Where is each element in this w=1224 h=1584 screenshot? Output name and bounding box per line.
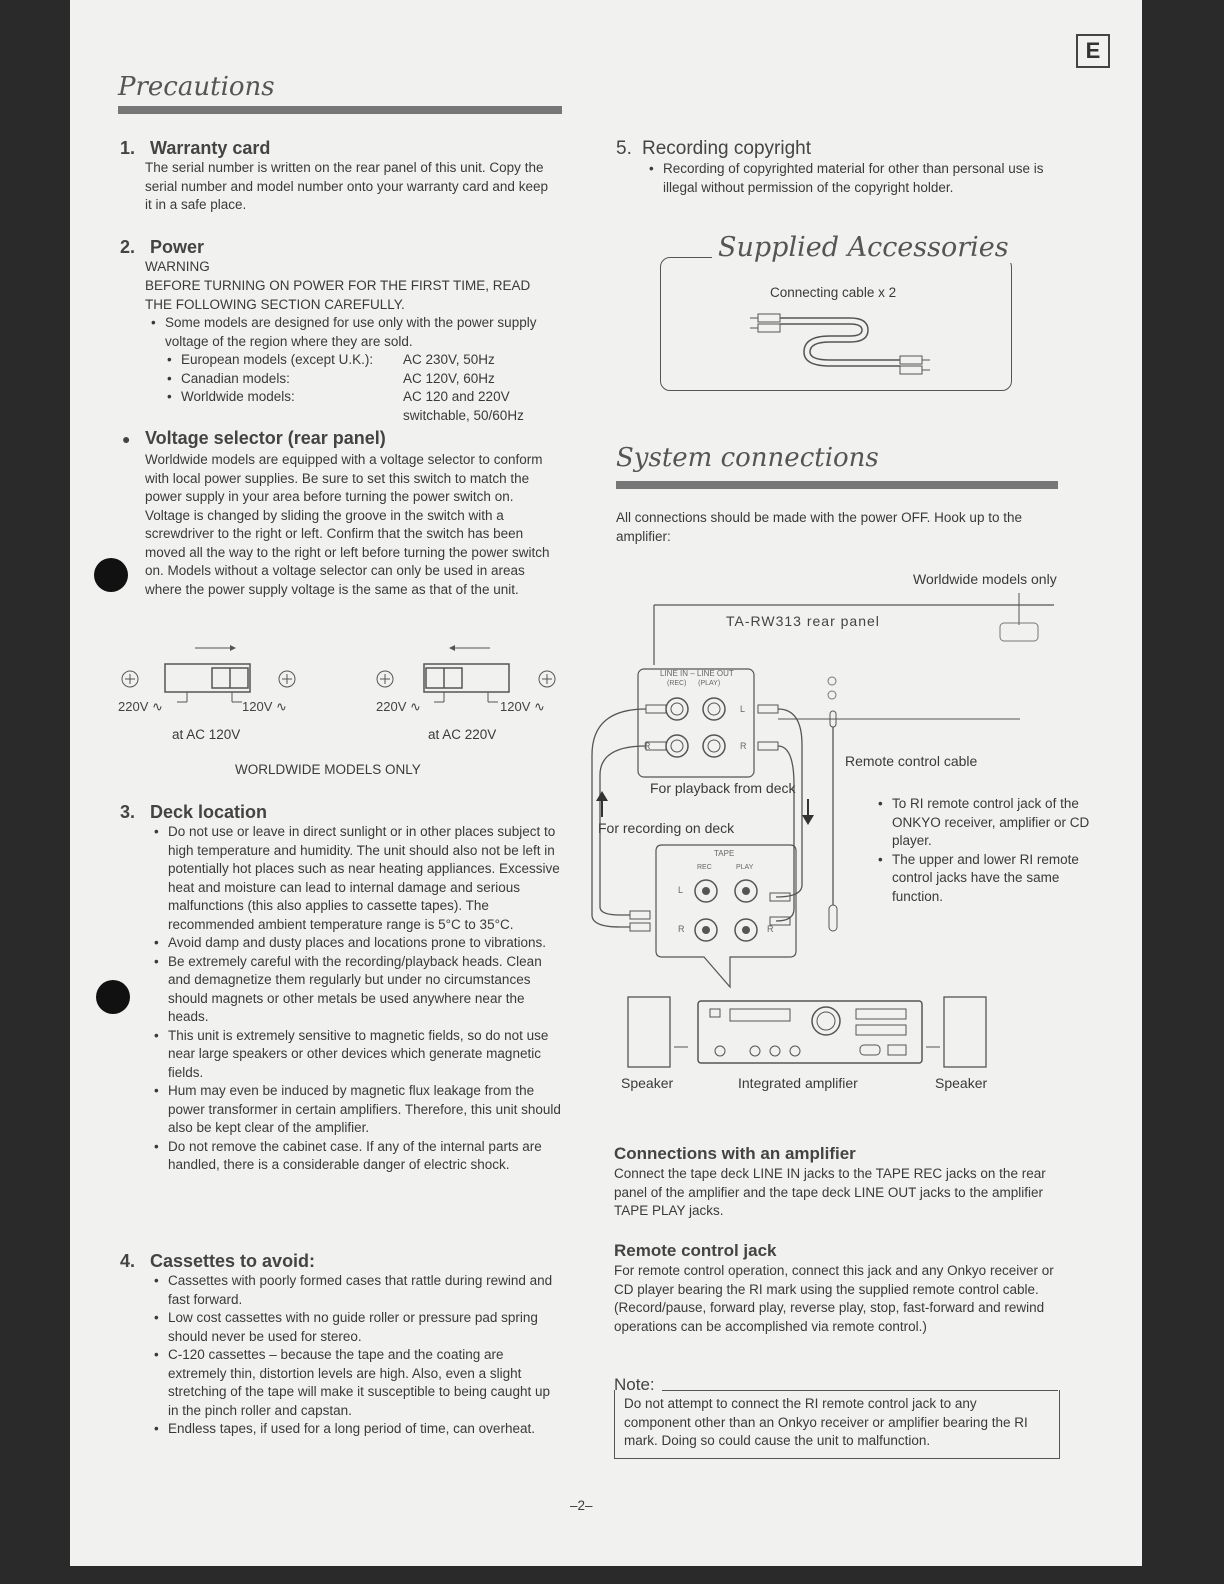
ri-notes <box>892 795 1112 906</box>
voltage-heading: ● Voltage selector (rear panel) <box>122 428 386 448</box>
list-item: • Low cost cassettes with no guide roller or pressure pad spring should never be used for stereo. <box>168 1309 563 1346</box>
model-row: • European models (except U.K.): AC 230V, 50Hz <box>181 351 565 370</box>
list-item: • This unit is extremely sensitive to magnetic fields, so do not use near large speakers or other devices which generate magnetic fields. <box>168 1027 563 1083</box>
label-120v-left: 120V ∿ <box>242 699 287 714</box>
deck-heading: 3. Deck location <box>120 802 268 822</box>
power-warning-text: BEFORE TURNING ON POWER FOR THE FIRST TIME, READ THE FOLLOWING SECTION CAREFULLY. <box>145 278 531 312</box>
list-item: • Hum may even be induced by magnetic flux leakage from the power transformer in certain amplifiers. Therefore, this unit should also be kept clear of the amplifier. <box>168 1082 563 1138</box>
label-120v-right: 120V ∿ <box>500 699 545 714</box>
note-text: Do not attempt to connect the RI remote control jack to any component other than an Onkyo receiver or amplifier bearing the RI mark. Doing so could cause the unit to malfunction. <box>624 1396 1028 1448</box>
worldwide-only-note: WORLDWIDE MODELS ONLY <box>235 762 421 777</box>
label-220v-left: 220V ∿ <box>118 699 163 714</box>
manual-page <box>70 0 1142 1566</box>
rear-panel-label: TA-RW313 rear panel <box>726 613 880 629</box>
power-models <box>165 351 565 425</box>
remote-text: For remote control operation, connect this jack and any Onkyo receiver or CD player bearing the RI mark using the supplied remote control cable. (Record/pause, forward play, reverse play, stop, fast-forward and rewind operations can be accomplished via remote control.) <box>614 1263 1054 1334</box>
list-item: • Do not use or leave in direct sunlight or in other places subject to high temperature and humidity. The unit should also not be left in potentially hot places such as near heating appliances. Excessive heat and moisture can lead to internal damage and serious malfunctions (this also applies to cassette tapes). The recommended ambient temperature range is 5°C to 35°C. <box>168 823 563 934</box>
list-item: • Be extremely careful with the recording/playback heads. Clean and demagnetize them regularly but under no circumstances should magnets or other metals be used anywhere near the heads. <box>168 953 563 1027</box>
recording-label: For recording on deck <box>598 820 735 836</box>
voltage-text: Worldwide models are equipped with a voltage selector to conform with local power supplies. Be sure to set this switch to match the power supply in your area before turning the power switch on. Voltage is changed by sliding the groove in the switch with a screwdriver to the right or left. Confirm that the switch has been moved all the way to the right or left before turning the power switch on. Models without a voltage selector can only be used in areas where the power supply voltage is the same as that of the unit. <box>145 452 550 597</box>
deck-bullets <box>148 823 563 1175</box>
power-warning: WARNING <box>145 259 210 274</box>
precautions-title: Precautions <box>118 72 275 102</box>
punch-hole <box>96 980 130 1014</box>
power-heading: 2. Power <box>120 237 205 257</box>
warranty-heading: 1. Warranty card <box>120 138 271 158</box>
list-item: • The upper and lower RI remote control jacks have the same function. <box>892 851 1112 907</box>
rec-play-label: (REC) (PLAY) <box>667 680 721 687</box>
connections-text: Connect the tape deck LINE IN jacks to the TAPE REC jacks on the rear panel of the amplifier and the tape deck LINE OUT jacks to the amplifier TAPE PLAY jacks. <box>614 1166 1046 1218</box>
speaker-right-label: Speaker <box>935 1075 988 1091</box>
label-220v-right: 220V ∿ <box>376 699 421 714</box>
line-in-out-label: LINE IN – LINE OUT <box>660 669 734 678</box>
punch-hole <box>94 558 128 592</box>
copyright-text: • Recording of copyrighted material for other than personal use is illegal without permission of the copyright holder. <box>650 160 1050 197</box>
list-item: • C-120 cassettes – because the tape and the coating are extremely thin, distortion levels are high. Also, even a slight stretching of the tape will make it susceptible to being caught up in the pinch roller and capstan. <box>168 1346 563 1420</box>
cassettes-bullets <box>148 1272 563 1439</box>
tape-r-label: R <box>678 924 685 934</box>
remote-heading: Remote control jack <box>614 1241 777 1260</box>
accessories-title: Supplied Accessories <box>712 232 1015 263</box>
note-heading: Note: <box>614 1375 655 1394</box>
page-number: –2– <box>570 1498 593 1513</box>
system-rule <box>616 481 1058 489</box>
system-title: System connections <box>616 443 879 473</box>
playback-label: For playback from deck <box>650 780 796 796</box>
warranty-text: The serial number is written on the rear panel of this unit. Copy the serial number and model number onto your warranty card and keep it in a safe place. <box>145 160 548 212</box>
rec-label: REC <box>697 864 712 871</box>
copyright-heading: 5. Recording copyright <box>616 138 811 159</box>
connections-heading: Connections with an amplifier <box>614 1144 856 1163</box>
model-row: • Canadian models: AC 120V, 60Hz <box>181 370 565 389</box>
list-item: • Endless tapes, if used for a long period of time, can overheat. <box>168 1420 563 1439</box>
play-label: PLAY <box>736 864 754 871</box>
precautions-rule <box>118 106 562 114</box>
remote-cable-label: Remote control cable <box>845 753 978 769</box>
worldwide-models-only: Worldwide models only <box>913 571 1057 587</box>
list-item: • To RI remote control jack of the ONKYO receiver, amplifier or CD player. <box>892 795 1112 851</box>
jack-r-label: R <box>740 741 747 751</box>
accessories-item: Connecting cable x 2 <box>770 285 897 300</box>
power-bullet: • Some models are designed for use only with the power supply voltage of the region where they are sold. <box>145 314 560 351</box>
tape-r-label: R <box>767 924 774 934</box>
amplifier-label: Integrated amplifier <box>738 1075 858 1091</box>
language-tab: E <box>1076 34 1110 68</box>
tape-label: TAPE <box>714 849 735 858</box>
connecting-cable-icon <box>750 308 950 378</box>
caption-ac220: at AC 220V <box>428 727 497 742</box>
caption-ac120: at AC 120V <box>172 727 241 742</box>
system-intro: All connections should be made with the power OFF. Hook up to the amplifier: <box>616 510 1022 544</box>
jack-r-label: R <box>644 741 651 751</box>
tape-l-label: L <box>678 885 684 895</box>
list-item: • Avoid damp and dusty places and locations prone to vibrations. <box>168 934 563 953</box>
jack-l-label: L <box>740 704 746 714</box>
list-item: • Do not remove the cabinet case. If any of the internal parts are handled, there is a considerable danger of electric shock. <box>168 1138 563 1175</box>
cassettes-heading: 4. Cassettes to avoid: <box>120 1251 316 1271</box>
model-row: • Worldwide models: AC 120 and 220V switchable, 50/60Hz <box>181 388 565 425</box>
speaker-left-label: Speaker <box>621 1075 674 1091</box>
list-item: • Cassettes with poorly formed cases that rattle during rewind and fast forward. <box>168 1272 563 1309</box>
